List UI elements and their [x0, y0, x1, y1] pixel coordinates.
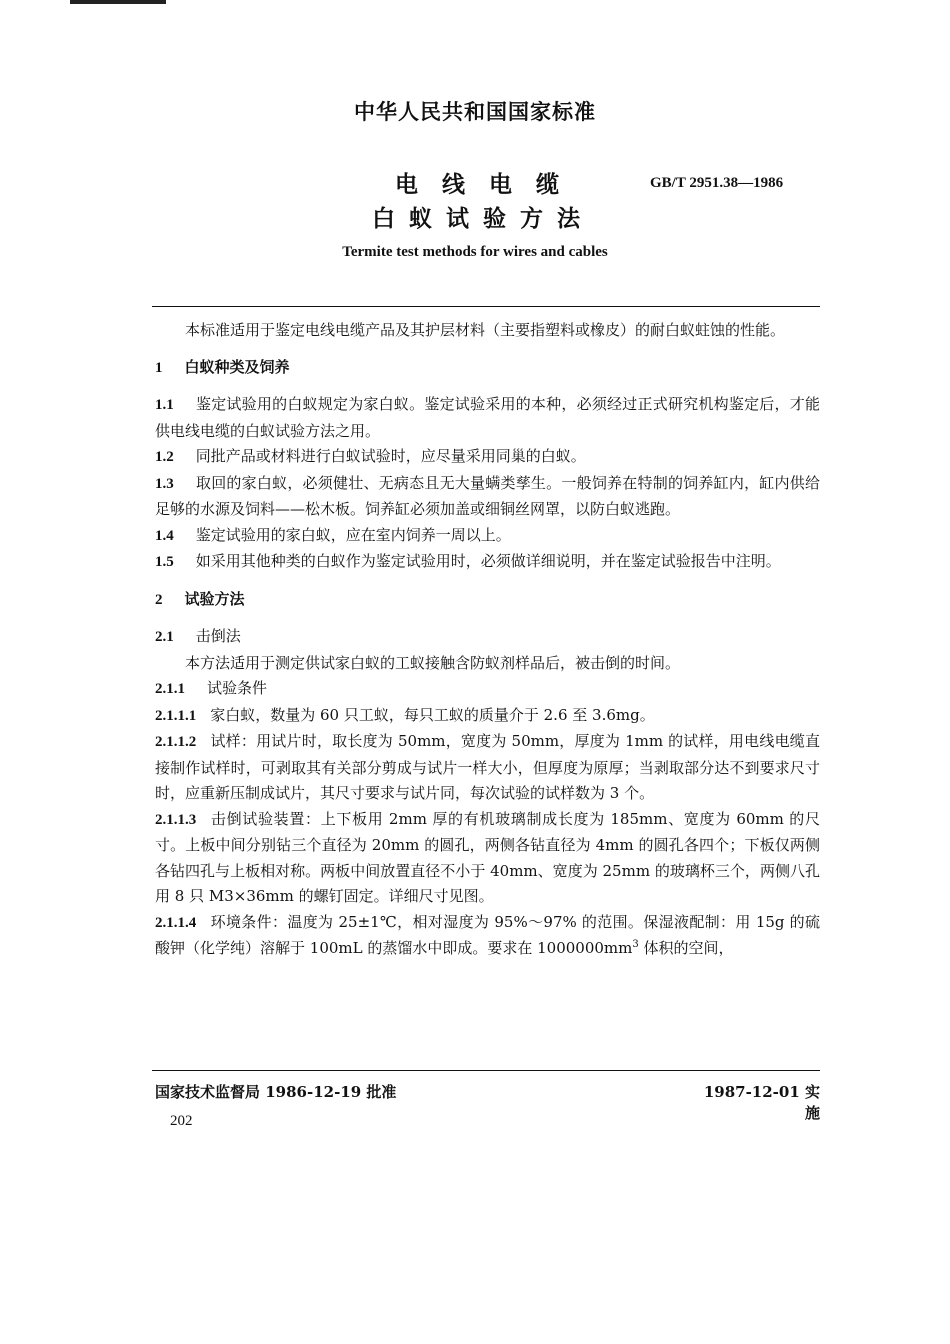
national-standard-header: 中华人民共和国国家标准: [354, 100, 596, 124]
title-line-2: 白蚁试验方法: [372, 206, 594, 232]
clause-1-3: 1.3 取回的家白蚁，必须健壮、无病态且无大量螨类孳生。一般饲养在特制的饲养缸内，缸内供给足够的水源及饲料——松木板。饲养缸必须加盖或细铜丝网罩，以防白蚁逃跑。: [155, 473, 820, 518]
clause-2-1-1-4: 2.1.1.4 环境条件：温度为 25±1℃，相对湿度为 95%～97% 的范围。保湿液配制：用 15g 的硫酸钾（化学纯）溶解于 100mL 的蒸馏水中即成。要求在 $1000000mm^3$ 体积的空间，: [155, 912, 820, 957]
clause-2-1-1-3: 2.1.1.3 击倒试验装置：上下板用 2mm 厚的有机玻璃制成长度为 185mm、宽度为 60mm 的尺寸。上板中间分别钻三个直径为 20mm 的圆孔，两侧各钻直径为 4mm 的圆孔各四个；下板仅两侧各钻四孔与上板相对称。两板中间放置直径不小于 40mm、宽度为 25mm 的玻璃杯三个，两侧八孔用 8 只 M3×36mm 的螺钉固定。详细尺寸见图。: [155, 809, 820, 905]
approval-date: 国家技术监督局 1986-12-19 批准: [155, 1083, 397, 1101]
clause-2-1-1-heading: 2.1.1 试验条件: [155, 679, 268, 697]
standard-code: GB/T 2951.38—1986: [650, 175, 784, 191]
clause-1-5: 1.5 如采用其他种类的白蚁作为鉴定试验用时，必须做详细说明，并在鉴定试验报告中注明。: [155, 552, 781, 570]
clause-2-1-1-1: 2.1.1.1 家白蚁，数量为 60 只工蚁，每只工蚁的质量介于 2.6 至 3.6mg。: [155, 705, 655, 724]
section-1-heading: 1 白蚁种类及饲养: [155, 357, 290, 376]
top-edge-mark: [70, 0, 166, 4]
footer-rule: [152, 1070, 820, 1071]
english-title: Termite test methods for wires and cables: [342, 244, 608, 260]
page-number: 202: [170, 1113, 193, 1129]
title-line-1: 电线电缆: [395, 172, 583, 198]
header-rule: [152, 306, 820, 307]
clause-1-2: 1.2 同批产品或材料进行白蚁试验时，应尽量采用同巢的白蚁。: [155, 447, 586, 465]
clause-1-1: 1.1 鉴定试验用的白蚁规定为家白蚁。鉴定试验采用的本种，必须经过正式研究机构鉴定后，才能供电线电缆的白蚁试验方法之用。: [155, 395, 820, 440]
intro-paragraph: 本标准适用于鉴定电线电缆产品及其护层材料（主要指塑料或橡皮）的耐白蚁蛀蚀的性能。: [185, 321, 786, 339]
document-body: [155, 318, 820, 962]
clause-1-4: 1.4 鉴定试验用的家白蚁，应在室内饲养一周以上。: [155, 525, 511, 544]
clause-2-1-text: 本方法适用于测定供试家白蚁的工蚁接触含防蚁剂样品后，被击倒的时间。: [185, 653, 681, 672]
clause-2-1-heading: 2.1 击倒法: [155, 627, 241, 645]
clause-2-1-1-2: 2.1.1.2 试样：用试片时，取长度为 50mm，宽度为 50mm，厚度为 1mm 的试样，用电线电缆直接制作试样时，可剥取其有关部分剪成与试片一样大小，但厚度为原厚；当剥取部分达不到要求尺寸时，应重新压制成试片，其尺寸要求与试片同，每次试验的试样数为 3 个。: [155, 732, 820, 802]
implementation-date: 1987-12-01 实施: [703, 1083, 820, 1122]
section-2-heading: 2 试验方法: [155, 589, 245, 608]
